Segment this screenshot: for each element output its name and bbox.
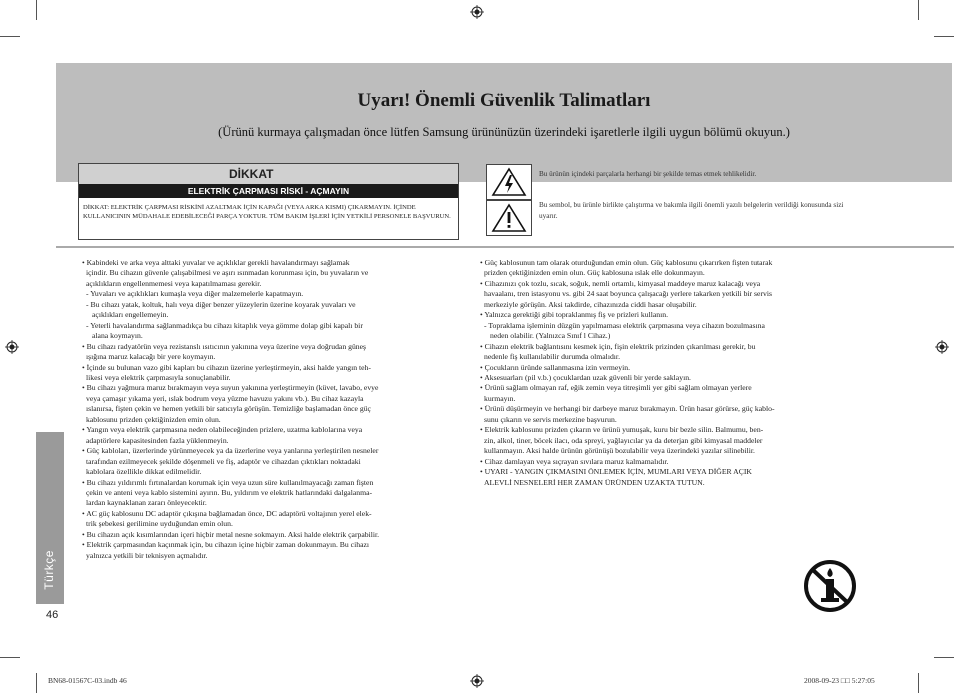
lightning-triangle-icon (486, 164, 532, 200)
crop-mark (36, 0, 37, 20)
symbol-explanations (478, 162, 868, 240)
text-line: likesi veya elektrik çarpmasıyla sonuçlanabilir. (86, 372, 231, 382)
text-line: ALEVLİ NESNELERİ HER ZAMAN ÜRÜNDEN UZAKTA TUTUN. (484, 477, 705, 487)
text-line: açıklıkların engellenmemesi veya kapatılmaması gerekir. (86, 278, 262, 288)
exclamation-triangle-icon (486, 200, 532, 236)
registration-mark-icon (470, 674, 484, 688)
text-line: içindir. Bu cihazın güvenle çalışabilmesi ve aşırı ısınmadan korunması için, bu yuvaların ve (86, 268, 369, 278)
caution-heading: DİKKAT (79, 164, 458, 184)
text-line: • Aksesuarları (pil v.b.) çocuklardan uzak güvenli bir yerde saklayın. (480, 372, 691, 382)
text-line: adaptörlere kapasitesinden fazla yüklenmeyin. (86, 435, 229, 445)
text-line: • Güç kablosunun tam olarak oturduğundan emin olun. Güç kablosunu çıkarırken fişten tutarak (480, 258, 773, 267)
caution-box (78, 163, 459, 240)
text-line: ıslanırsa, fişten çekin ve hemen yetkili bir satıcıyla görüşün. Temizliğe başlamadan önce güç (86, 404, 371, 414)
footer-timestamp: 2008-09-23 □□ 5:27:05 (804, 676, 875, 685)
left-column (82, 258, 462, 561)
text-line: • Elektrik kablosunu prizden çıkarın ve ürünü yumuşak, kuru bir bezle silin. Balmumu, ben- (480, 425, 764, 435)
text-line: merkeziyle görüşün. Aksi takdirde, cihazınızda ciddi hasar oluşabilir. (484, 299, 697, 309)
text-line: • AC güç kablosunu DC adaptör çıkışına bağlamadan önce, DC adaptörü voltajının yerel elek- (82, 508, 372, 518)
crop-mark (0, 36, 20, 37)
crop-mark (36, 673, 37, 693)
text-line: • Yalnızca gerektiği gibi topraklanmış fiş ve prizleri kullanın. (480, 310, 669, 320)
text-line: nedenle fiş kullanılabilir durumda olmalıdır. (484, 352, 620, 362)
registration-mark-icon (5, 340, 19, 354)
text-line: lardan kaynaklanan zararı önleyecektir. (86, 498, 207, 508)
page-title: Uyarı! Önemli Güvenlik Talimatları (357, 90, 651, 111)
caution-text: DİKKAT: ELEKTRİK ÇARPMASI RİSKİNİ AZALTMAK İÇİN KAPAĞI (VEYA ARKA KISMI) ÇIKARMAYIN. İÇİNDE KULLANICININ MÜDAHALE EDEBİLECEĞİ PARÇA YOKTUR. TÜM BAKIM İŞLERİ İÇİN YETKİLİ PERSONELE BAŞVURUN. (83, 204, 451, 220)
text-line: neden olabilir. (Yalnızca Sınıf l Cihaz.) (490, 331, 611, 341)
crop-mark (934, 36, 954, 37)
text-line: ışığına maruz kalacağı bir yere koymayın. (86, 352, 216, 362)
text-line: yalnızca yetkili bir teknisyen açmalıdır. (86, 550, 208, 560)
footer-file-info: BN68-01567C-03.indb 46 (48, 676, 127, 685)
crop-mark (934, 657, 954, 658)
text-line: - Topraklama işleminin düzgün yapılmaması elektrik çarpmasına veya cihazın bozulmasına (484, 320, 765, 330)
no-candle-icon (803, 559, 857, 613)
text-line: • Bu cihazı yıldırımlı fırtınalardan korumak için veya uzun süre kullanılmayacağı zaman fişten (82, 477, 374, 487)
text-line: tarafından ezilmeyecek şekilde döşenmeli ve fiş, adaptör ve cihazdan çıktıkları noktadaki (86, 456, 361, 466)
text-line: zin, alkol, tiner, böcek ilacı, oda spreyi, yağlayıcılar ya da deterjan gibi kimyasal maddeler (484, 435, 763, 445)
text-line: açıklıkları engellemeyin. (92, 310, 169, 320)
crop-mark (918, 0, 919, 20)
text-line: • Kabindeki ve arka veya alttaki yuvalar ve açıklıklar gerekli havalandırmayı sağlamak (82, 258, 350, 267)
text-line: • Bu cihazı yağmura maruz bırakmayın veya suyun yakınına yerleştirmeyin (küvet, lavabo, evye (82, 383, 379, 393)
lightning-symbol-text: Bu ürünün içindeki parçalarla herhangi bir şekilde temas etmek tehlikelidir. (539, 170, 757, 178)
text-line: havaalanı, tren istasyonu vs. gibi 24 saat boyunca çalışacağı yerlere takarken yetkili bir servis (484, 289, 772, 299)
exclamation-symbol-row (478, 200, 858, 236)
section-divider (56, 246, 954, 248)
text-line: • Ürünü düşürmeyin ve herhangi bir darbeye maruz bırakmayın. Ürün hasar görürse, güç kablo- (480, 404, 775, 414)
text-line: • UYARI - YANGIN ÇIKMASINI ÖNLEMEK İÇİN, MUMLARI VEYA DİĞER AÇIK (480, 467, 752, 477)
exclamation-symbol-text: Bu sembol, bu ürünle birlikte çalıştırma ve bakımla ilgili önemli yazılı belgelerin verildiği konusunda sizi uyarır. (539, 201, 844, 220)
language-label: Türkçe (42, 550, 56, 590)
text-line: - Bu cihazı yatak, koltuk, halı veya diğer benzer yüzeylerin üzerine koyarak yuvaları ve (86, 299, 356, 309)
text-line: • Elektrik çarpmasından kaçınmak için, bu cihazın içine hiçbir zaman dokunmayın. Bu cihazı (82, 540, 370, 550)
text-line: kablolara özellikle dikkat edilmelidir. (86, 467, 202, 477)
text-line: alana koymayın. (92, 331, 143, 341)
text-line: • Cihazınızı çok tozlu, sıcak, soğuk, nemli ortamlı, kimyasal maddeye maruz kalacağı veya (480, 278, 761, 288)
right-column (480, 258, 860, 488)
text-line: • Ürünü sağlam olmayan raf, eğik zemin veya titreşimli yer gibi sağlam olmayan yerlere (480, 383, 752, 393)
text-line: • İçinde su bulunan vazo gibi kapları bu cihazın üzerine yerleştirmeyin, aksi halde yangın teh- (82, 362, 371, 372)
text-line: • Bu cihazın açık kısımlarından içeri hiçbir metal nesne sokmayın. Aksi halde elektrik çarpabilir. (82, 529, 380, 539)
text-line: kablosunu prizden çektiğinizden emin olun. (86, 414, 221, 424)
crop-mark (0, 657, 20, 658)
text-line: çekin ve anteni veya kablo sistemini ayırın. Bu, yıldırım ve elektrik hatlarındaki dalgalanma- (86, 487, 373, 497)
registration-mark-icon (470, 5, 484, 19)
text-line: • Bu cihazı radyatörün veya rezistanslı ısıtıcının yakınına veya üzerine veya doğrudan güneş (82, 341, 367, 351)
text-line: - Yeterli havalandırma sağlanmadıkça bu cihazı kitaplık veya gömme dolap gibi kapalı bir (86, 320, 363, 330)
language-tab (36, 432, 64, 604)
shock-risk-label: ELEKTRİK ÇARPMASI RİSKİ - AÇMAYIN (79, 184, 458, 198)
page-number: 46 (46, 609, 59, 621)
text-line: • Çocukların üründe sallanmasına izin vermeyin. (480, 362, 630, 372)
text-line: trik şebekesi gerilimine uyduğundan emin olun. (86, 519, 233, 529)
text-line: • Güç kabloları, üzerlerinde yürünmeyecek ya da üzerlerine veya yanlarına yerleştirilen nesneler (82, 446, 379, 456)
lightning-symbol-row (478, 164, 858, 200)
text-line: kullanmayın. Aksi halde ürünün görünüşü bozulabilir veya üzerindeki yazılar silinebilir. (484, 446, 755, 456)
crop-mark (918, 673, 919, 693)
text-line: sunu çıkarın ve servis merkezine başvurun. (484, 414, 617, 424)
text-line: kurmayın. (484, 393, 516, 403)
text-line: • Cihazın elektrik bağlantısını kesmek için, fişin elektrik prizinden çıkarılması gerekir, bu (480, 341, 756, 351)
page-subtitle: (Ürünü kurmaya çalışmadan önce lütfen Samsung ürününüzün üzerindeki işaretlerle ilgili uygun bölümü okuyun.) (218, 125, 790, 139)
text-line: • Yangın veya elektrik çarpmasına neden olabileceğinden prizlere, uzatma kablolarına veya (82, 425, 363, 435)
registration-mark-icon (935, 340, 949, 354)
text-line: • Cihaz damlayan veya sıçrayan sıvılara maruz kalmamalıdır. (480, 456, 669, 466)
text-line: - Yuvaları ve açıklıkları kumaşla veya diğer malzemelerle kapatmayın. (86, 289, 304, 299)
text-line: veya çamaşır yıkama yeri, ıslak bodrum veya yüzme havuzu yakını vb.). Bu cihaz kazayla (86, 393, 364, 403)
text-line: prizden çektiğinizden emin olun. Güç kablosuna ıslak elle dokunmayın. (484, 268, 705, 278)
